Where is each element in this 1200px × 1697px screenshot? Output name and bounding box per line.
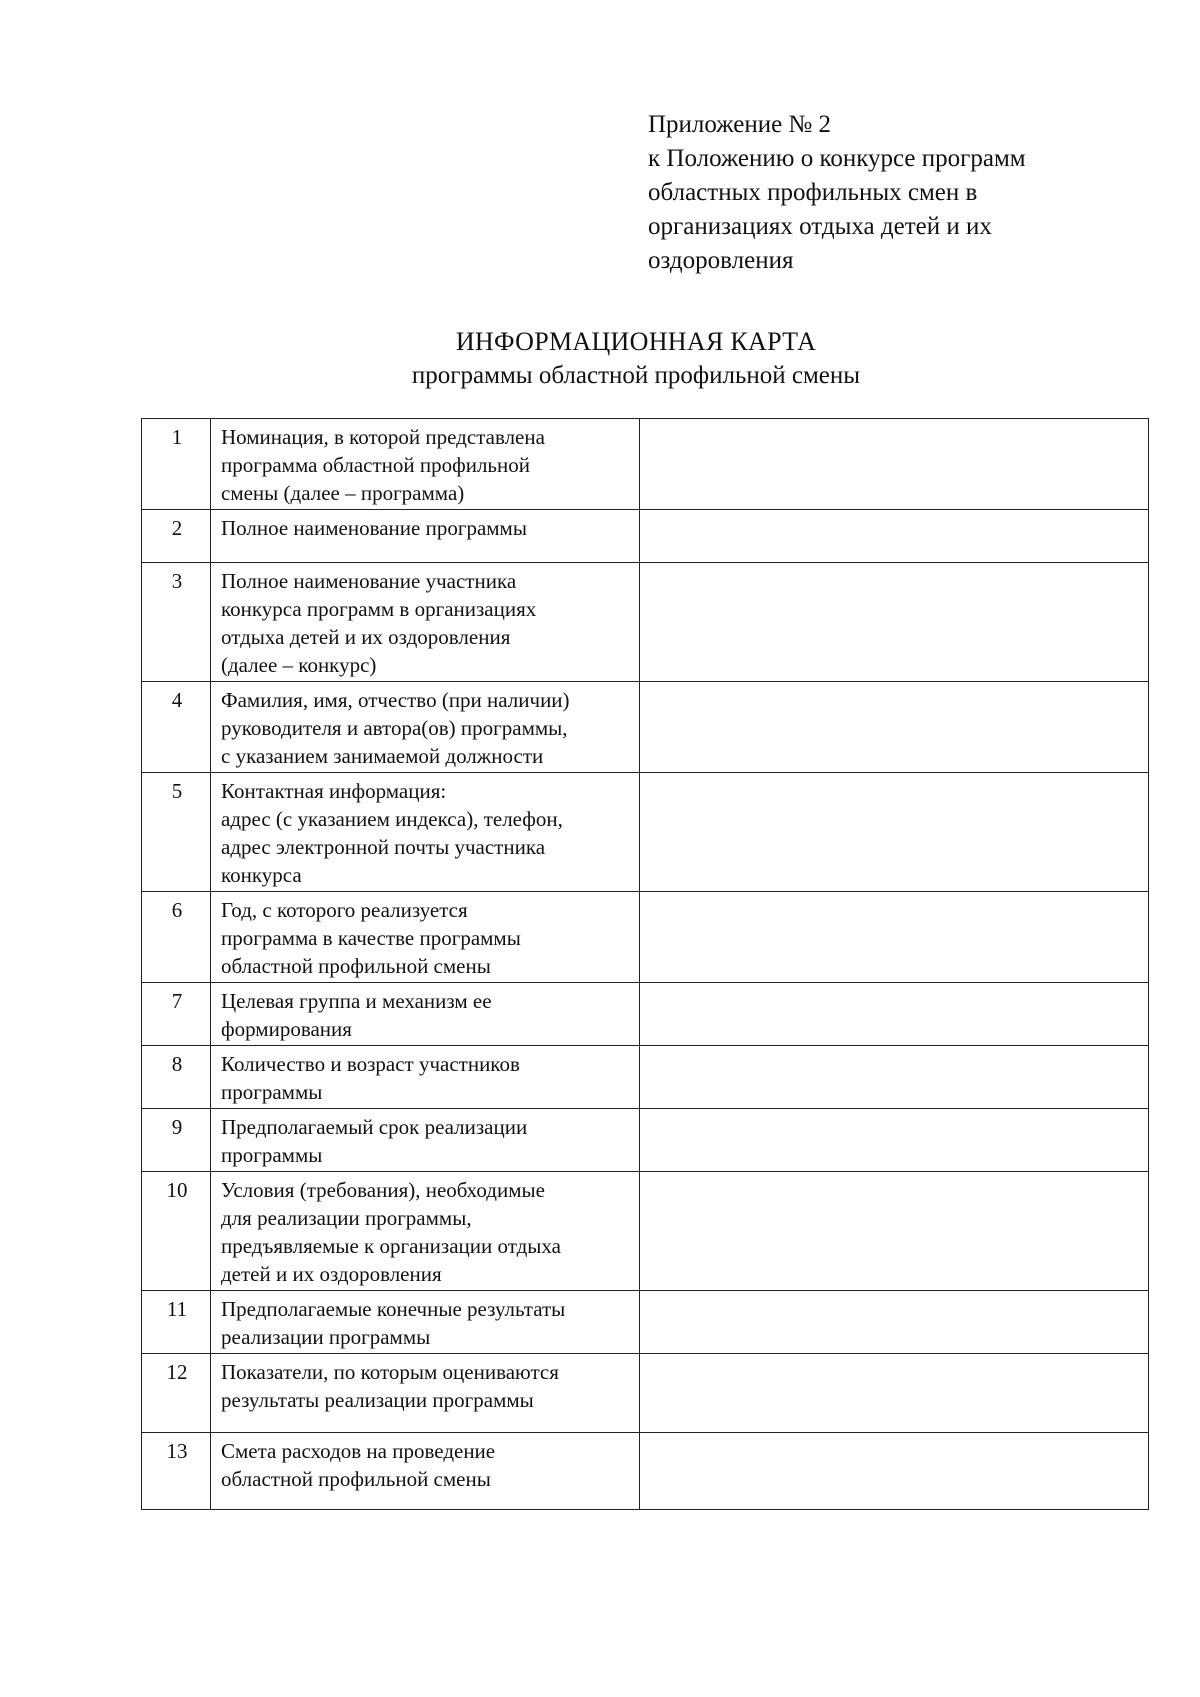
- appendix-line: Приложение № 2: [648, 111, 832, 138]
- row-label-line: программы: [221, 1143, 323, 1167]
- row-label-line: Условия (требования), необходимые: [221, 1178, 545, 1202]
- row-label: [211, 1291, 640, 1354]
- row-value-cell[interactable]: [640, 1172, 1149, 1291]
- row-number: 4: [142, 682, 211, 773]
- row-label-line: адрес (с указанием индекса), телефон,: [221, 807, 563, 831]
- appendix-line: оздоровления: [648, 247, 794, 274]
- row-label-line: программа в качестве программы: [221, 926, 521, 950]
- row-label-line: результаты реализации программы: [221, 1388, 534, 1412]
- row-label: [211, 1433, 640, 1510]
- table-row: [142, 1291, 1149, 1354]
- row-value-cell[interactable]: [640, 1109, 1149, 1172]
- row-label: [211, 419, 640, 510]
- table-row: [142, 1109, 1149, 1172]
- table-row: [142, 892, 1149, 983]
- row-number: 5: [142, 773, 211, 892]
- row-label: [211, 1172, 640, 1291]
- row-number: 9: [142, 1109, 211, 1172]
- row-number: 2: [142, 510, 211, 563]
- row-label-line: Полное наименование участника: [221, 569, 517, 593]
- row-label-line: формирования: [221, 1017, 352, 1041]
- row-number: 1: [142, 419, 211, 510]
- row-label: [211, 983, 640, 1046]
- row-label-line: Год, с которого реализуется: [221, 898, 468, 922]
- row-label-line: предъявляемые к организации отдыха: [221, 1234, 561, 1258]
- row-label: [211, 892, 640, 983]
- row-number: 12: [142, 1354, 211, 1433]
- row-label-line: с указанием занимаемой должности: [221, 744, 544, 768]
- row-label-line: Предполагаемый срок реализации: [221, 1115, 528, 1139]
- information-card-table: [141, 418, 1149, 1510]
- document-title: ИНФОРМАЦИОННАЯ КАРТА: [455, 327, 817, 356]
- row-label-line: смены (далее – программа): [221, 481, 465, 505]
- table-row: [142, 510, 1149, 563]
- appendix-line: областных профильных смен в: [648, 179, 978, 206]
- row-value-cell[interactable]: [640, 1291, 1149, 1354]
- row-number: 13: [142, 1433, 211, 1510]
- row-label-line: отдыха детей и их оздоровления: [221, 625, 511, 649]
- row-label-line: программа областной профильной: [221, 453, 530, 477]
- row-number: 10: [142, 1172, 211, 1291]
- row-label: [211, 1046, 640, 1109]
- row-label: [211, 563, 640, 682]
- table-body: [142, 419, 1149, 1510]
- document-heading: [0, 325, 1200, 393]
- row-label: [211, 1354, 640, 1433]
- table-row: [142, 563, 1149, 682]
- row-number: 8: [142, 1046, 211, 1109]
- row-label-line: для реализации программы,: [221, 1206, 472, 1230]
- table-row: [142, 419, 1149, 510]
- table-row: [142, 1172, 1149, 1291]
- row-label-line: реализации программы: [221, 1325, 431, 1349]
- row-number: 3: [142, 563, 211, 682]
- row-label: [211, 773, 640, 892]
- row-label-line: Целевая группа и механизм ее: [221, 989, 492, 1013]
- appendix-header: [648, 108, 1148, 278]
- table-row: [142, 682, 1149, 773]
- row-value-cell[interactable]: [640, 682, 1149, 773]
- row-label: [211, 1109, 640, 1172]
- row-label-line: конкурса программ в организациях: [221, 597, 537, 621]
- row-label-line: Контактная информация:: [221, 779, 447, 803]
- row-label-line: детей и их оздоровления: [221, 1262, 442, 1286]
- appendix-line: организациях отдыха детей и их: [648, 213, 992, 240]
- row-number: 6: [142, 892, 211, 983]
- row-value-cell[interactable]: [640, 510, 1149, 563]
- row-value-cell[interactable]: [640, 563, 1149, 682]
- row-label-line: программы: [221, 1080, 323, 1104]
- row-number: 7: [142, 983, 211, 1046]
- table-row: [142, 1046, 1149, 1109]
- row-value-cell[interactable]: [640, 1046, 1149, 1109]
- row-label-line: конкурса: [221, 863, 302, 887]
- table-row: [142, 773, 1149, 892]
- row-value-cell[interactable]: [640, 773, 1149, 892]
- row-label: [211, 510, 640, 563]
- row-label-line: Фамилия, имя, отчество (при наличии): [221, 688, 570, 712]
- row-label: [211, 682, 640, 773]
- document-subtitle: программы областной профильной смены: [411, 362, 861, 389]
- row-label-line: руководителя и автора(ов) программы,: [221, 716, 568, 740]
- row-label-line: Полное наименование программы: [221, 516, 527, 540]
- row-label-line: Предполагаемые конечные результаты: [221, 1297, 566, 1321]
- row-label-line: областной профильной смены: [221, 954, 491, 978]
- row-label-line: Показатели, по которым оцениваются: [221, 1360, 559, 1384]
- appendix-line: к Положению о конкурсе программ: [648, 145, 1026, 172]
- table-row: [142, 983, 1149, 1046]
- row-label-line: Номинация, в которой представлена: [221, 425, 545, 449]
- row-label-line: адрес электронной почты участника: [221, 835, 546, 859]
- table-row: [142, 1354, 1149, 1433]
- row-value-cell[interactable]: [640, 1433, 1149, 1510]
- row-label-line: Количество и возраст участников: [221, 1052, 520, 1076]
- table-row: [142, 1433, 1149, 1510]
- row-label-line: Смета расходов на проведение: [221, 1439, 496, 1463]
- row-value-cell[interactable]: [640, 892, 1149, 983]
- row-number: 11: [142, 1291, 211, 1354]
- row-value-cell[interactable]: [640, 419, 1149, 510]
- row-label-line: областной профильной смены: [221, 1467, 491, 1491]
- row-value-cell[interactable]: [640, 1354, 1149, 1433]
- row-label-line: (далее – конкурс): [221, 653, 377, 677]
- row-value-cell[interactable]: [640, 983, 1149, 1046]
